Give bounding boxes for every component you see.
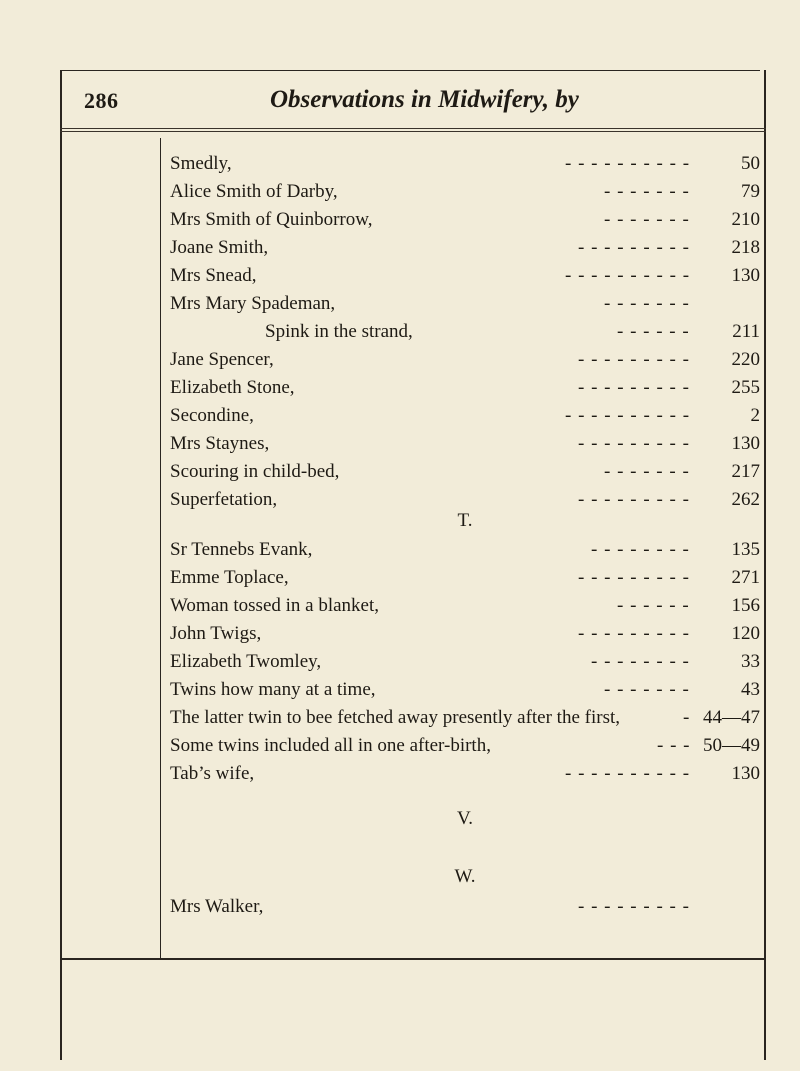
entry-name: Scouring in child-bed,: [170, 461, 340, 482]
section-letter-w: W.: [454, 866, 476, 887]
entry-name: Smedly,: [170, 153, 232, 174]
entry-name: Mrs Staynes,: [170, 433, 270, 454]
index-entry: [170, 648, 760, 676]
page-number: 286: [84, 88, 119, 113]
entry-leader-dots: - - - - - - - -: [591, 651, 690, 672]
index-entry: [170, 206, 760, 234]
index-entry: [170, 178, 760, 206]
entry-name: The latter twin to bee fetched away presently after the first,: [170, 707, 620, 728]
entry-name: Woman tossed in a blanket,: [170, 595, 380, 616]
entry-leader-dots: - - - - - - - - -: [578, 433, 690, 454]
frame-right-rule: [764, 70, 766, 1060]
index-entry: [170, 536, 760, 564]
index-entry: [170, 402, 760, 430]
entry-page-number: 210: [731, 209, 760, 230]
frame-left-rule: [60, 70, 62, 1060]
entry-leader-dots: - - - - - - - - -: [578, 896, 690, 917]
entry-page-number: 211: [732, 321, 760, 342]
entry-name: Joane Smith,: [170, 237, 269, 258]
entry-leader-dots: - - - - - - - - -: [578, 623, 690, 644]
index-entry: [170, 620, 760, 648]
entry-page-number: [170, 290, 760, 318]
frame-top-rule: [60, 70, 760, 71]
index-entry: [170, 732, 760, 760]
entry-leader-dots: - - - - - - - - -: [578, 489, 690, 510]
entry-page-number: 130: [731, 763, 760, 784]
index-entry: [170, 346, 760, 374]
index-entry: [170, 150, 760, 178]
entry-name: Superfetation,: [170, 489, 278, 510]
index-entry: [170, 704, 760, 732]
index-section-s: [170, 150, 760, 514]
index-entry: [170, 430, 760, 458]
section-letter-v: V.: [456, 808, 474, 829]
header-rule: [60, 128, 766, 129]
entry-leader-dots: - - - - - - - - - -: [565, 405, 691, 426]
entry-leader-dots: - - - - - - - -: [591, 539, 690, 560]
entry-name: Twins how many at a time,: [170, 679, 376, 700]
entry-leader-dots: - - - - - - -: [604, 293, 690, 314]
entry-leader-dots: - - - - - - -: [604, 209, 690, 230]
entry-page-number: 220: [731, 349, 760, 370]
entry-name: Emme Toplace,: [170, 567, 289, 588]
entry-page-number: 79: [741, 181, 760, 202]
entry-page-number: 135: [731, 539, 760, 560]
entry-leader-dots: - - - - - - - - -: [578, 377, 690, 398]
index-entry: [170, 374, 760, 402]
index-entry: [170, 318, 760, 346]
index-entry: [170, 234, 760, 262]
entry-page-number: 120: [731, 623, 760, 644]
entry-page-number: 156: [731, 595, 760, 616]
index-entry: [170, 760, 760, 788]
entry-leader-dots: - - - - - - - - -: [578, 237, 690, 258]
entry-leader-dots: - - -: [657, 735, 691, 756]
entry-name: Mrs Smith of Quinborrow,: [170, 209, 373, 230]
index-entry: [170, 592, 760, 620]
entry-name: Spink in the strand,: [265, 321, 413, 342]
entry-name: Mrs Mary Spademan,: [170, 293, 336, 314]
entry-page-number: 130: [731, 433, 760, 454]
entry-name: Elizabeth Stone,: [170, 377, 295, 398]
index-entry: [170, 458, 760, 486]
entry-leader-dots: - - - - - - - - - -: [565, 153, 691, 174]
entry-leader-dots: - - - - - - - - -: [578, 349, 690, 370]
entry-leader-dots: - - - - - - -: [604, 461, 690, 482]
entry-name: Secondine,: [170, 405, 254, 426]
index-entry: [170, 893, 760, 921]
entry-page-number: 218: [731, 237, 760, 258]
entry-page-number: 50: [741, 153, 760, 174]
entry-page-number: 271: [731, 567, 760, 588]
entry-leader-dots: - - - - - -: [617, 321, 690, 342]
entry-leader-dots: - - - - - - -: [604, 679, 690, 700]
index-entry: [170, 262, 760, 290]
column-rule: [160, 138, 161, 958]
entry-page-number: 262: [731, 489, 760, 510]
entry-page-number: 217: [731, 461, 760, 482]
entry-page-number: 33: [741, 651, 760, 672]
entry-name: Mrs Walker,: [170, 896, 264, 917]
entry-name: Jane Spencer,: [170, 349, 274, 370]
entry-page-number: [170, 893, 760, 921]
entry-leader-dots: - - - - - -: [617, 595, 690, 616]
entry-name: Tab’s wife,: [170, 763, 255, 784]
entry-leader-dots: - - - - - - - - - -: [565, 265, 691, 286]
entry-page-number: 2: [750, 405, 760, 426]
entry-name: Sr Tennebs Evank,: [170, 539, 313, 560]
section-letter-t: T.: [457, 510, 473, 531]
entry-page-number: 255: [731, 377, 760, 398]
entry-name: John Twigs,: [170, 623, 262, 644]
entry-leader-dots: - - - - - - -: [604, 181, 690, 202]
entry-leader-dots: - - - - - - - - - -: [565, 763, 691, 784]
entry-page-number: 130: [731, 265, 760, 286]
entry-page-number: 50—49: [703, 735, 760, 756]
index-section-t: [170, 536, 760, 788]
entry-name: Alice Smith of Darby,: [170, 181, 338, 202]
index-entry: [170, 290, 760, 318]
entry-name: Mrs Snead,: [170, 265, 257, 286]
entry-name: Some twins included all in one after-birth,: [170, 735, 491, 756]
frame-bottom-rule: [60, 958, 766, 960]
index-entry: [170, 676, 760, 704]
entry-page-number: 43: [741, 679, 760, 700]
index-entry: [170, 564, 760, 592]
index-section-w: [170, 893, 760, 921]
running-title: Observations in Midwifery, by: [270, 86, 579, 113]
entry-name: Elizabeth Twomley,: [170, 651, 322, 672]
entry-page-number: 44—47: [703, 707, 760, 728]
header-rule-double: [60, 131, 766, 132]
entry-leader-dots: -: [683, 707, 691, 728]
entry-leader-dots: - - - - - - - - -: [578, 567, 690, 588]
